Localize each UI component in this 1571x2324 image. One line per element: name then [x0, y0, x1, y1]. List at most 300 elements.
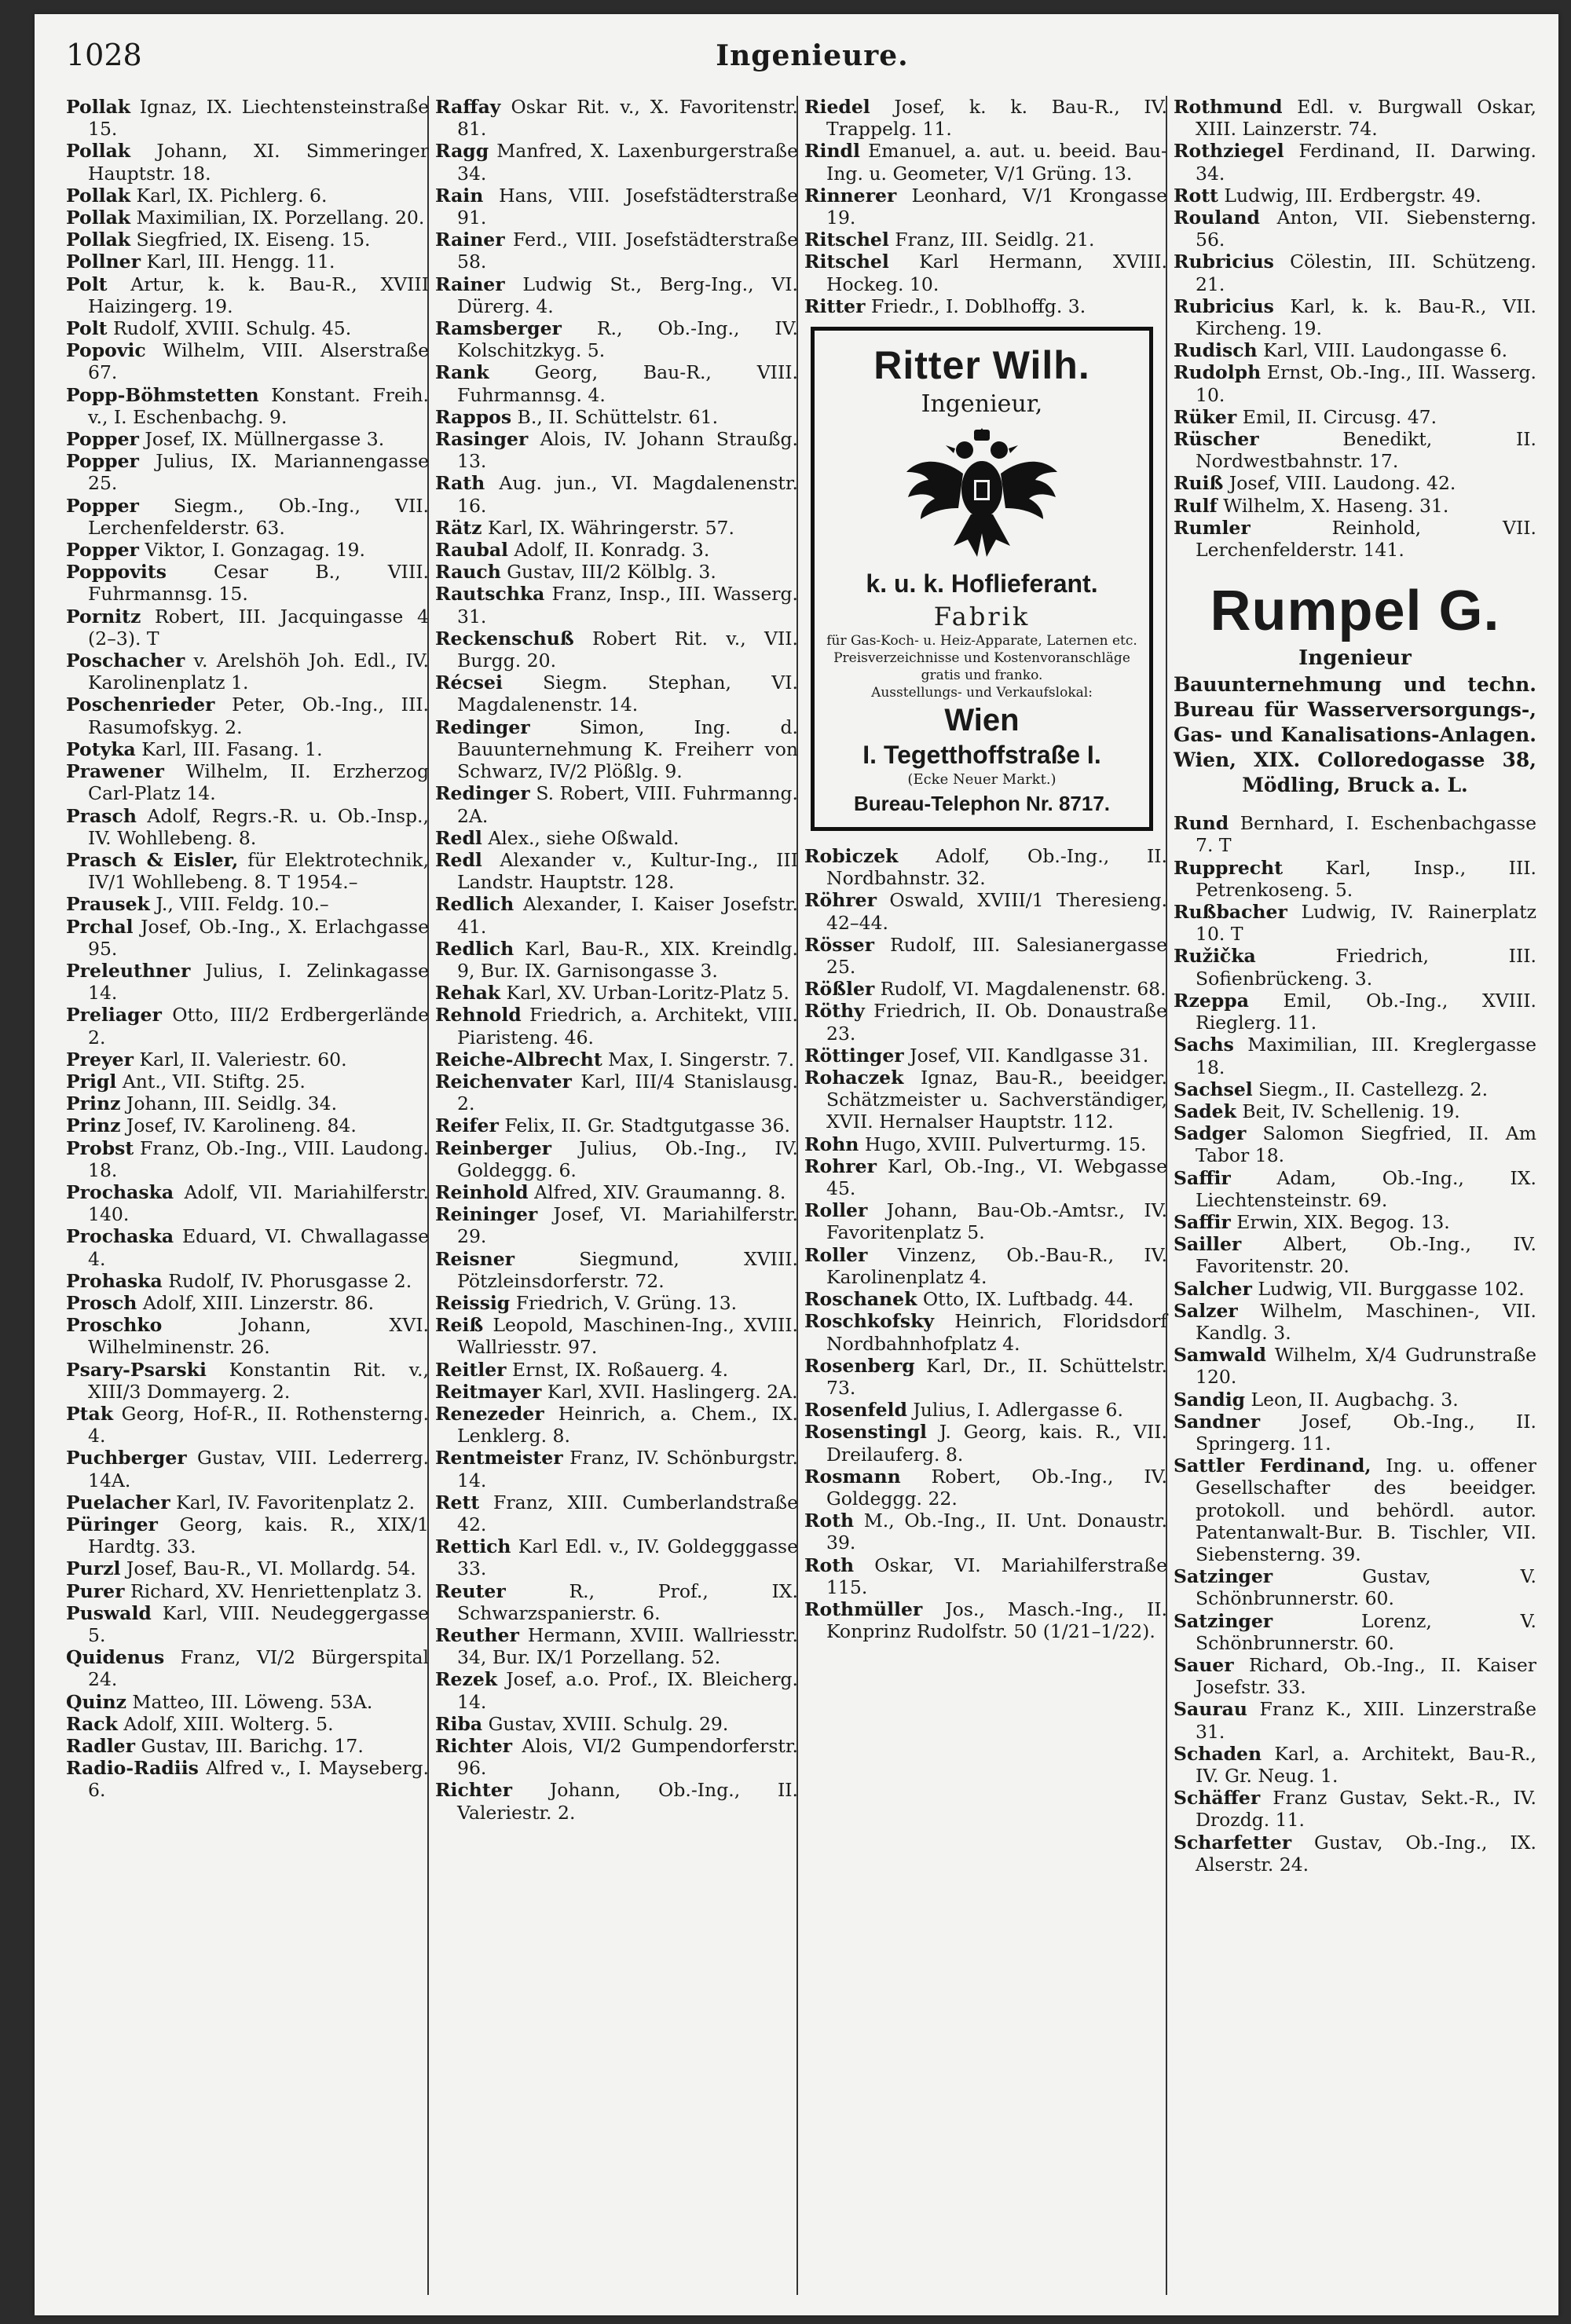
entry-details: Manfred, X. Laxenburgerstraße 34. — [457, 140, 798, 185]
directory-entry — [1174, 1411, 1536, 1455]
entry-name: Rank — [435, 361, 489, 384]
entry-name: Rußbacher — [1174, 901, 1287, 924]
entry-details: Adolf, Regrs.-R. u. Ob.-Insp., IV. Wohllebeng. 8. — [88, 804, 429, 849]
directory-entry — [66, 317, 429, 339]
entry-name: Rüscher — [1174, 428, 1259, 451]
directory-entry — [1174, 1455, 1536, 1565]
entry-details: Josef, a.o. Prof., IX. Bleicherg. 14. — [457, 1668, 798, 1713]
entry-details: Rudolf, III. Salesianergasse 25. — [826, 933, 1167, 979]
entry-details: Albert, Ob.-Ing., IV. Favoritenstr. 20. — [1196, 1233, 1536, 1278]
entry-name: Reckenschuß — [435, 627, 574, 650]
entry-name: Sachs — [1174, 1034, 1234, 1056]
entry-details: Karl, Dr., II. Schüttelstr. 73. — [826, 1354, 1167, 1399]
ad-city: Wien — [944, 703, 1020, 738]
directory-entry — [1174, 990, 1536, 1034]
entry-name: Röttinger — [804, 1044, 904, 1067]
entry-name: Rautschka — [435, 583, 545, 606]
entry-name: Polt — [66, 317, 108, 340]
directory-entry — [435, 583, 798, 627]
entry-name: Reinberger — [435, 1136, 552, 1159]
ad-warrant: k. u. k. Hoflieferant. — [866, 569, 1098, 598]
directory-entry — [66, 606, 429, 650]
entry-name: Rehak — [435, 982, 501, 1005]
ritter-advertisement — [811, 327, 1153, 831]
directory-entry — [804, 1133, 1167, 1155]
entry-details: Georg, Hof-R., II. Rothensterng. 4. — [88, 1402, 429, 1447]
directory-entry — [1174, 1832, 1536, 1876]
entry-name: Reuter — [435, 1579, 506, 1602]
entry-name: Reiß — [435, 1314, 484, 1337]
entry-details: Johann, Bau-Ob.-Amtsr., IV. Favoritenplatz 5. — [826, 1199, 1167, 1244]
directory-entry — [1174, 1565, 1536, 1609]
directory-entry — [66, 1580, 429, 1602]
entry-details: Robert Rit. v., VII. Burgg. 20. — [457, 627, 798, 672]
entry-name: Rubricius — [1174, 251, 1274, 273]
ad-company-name: Rumpel G. — [1210, 580, 1500, 643]
directory-entry — [66, 273, 429, 317]
entry-details: Wilhelm, VIII. Alserstraße 67. — [88, 339, 429, 384]
entry-name: Saffir — [1174, 1210, 1231, 1233]
entry-name: Roth — [804, 1510, 855, 1532]
entry-details: Benedikt, II. Nordwestbahnstr. 17. — [1196, 428, 1536, 473]
directory-entry — [1174, 1654, 1536, 1698]
entry-name: Ptak — [66, 1402, 114, 1425]
directory-entry — [435, 561, 798, 583]
entry-name: Roschanek — [804, 1288, 917, 1311]
entry-details: Wilhelm, II. Erzherzog Carl-Platz 14. — [88, 760, 429, 805]
directory-entry — [66, 738, 429, 760]
entry-name: Rohn — [804, 1133, 859, 1155]
column-3-entries-top — [804, 96, 1167, 317]
entry-name: Proschko — [66, 1314, 163, 1337]
directory-entry — [804, 1399, 1167, 1421]
directory-entry — [66, 1071, 429, 1092]
entry-name: Popper — [66, 539, 139, 562]
entry-details: Adolf, Ob.-Ing., II. Nordbahnstr. 32. — [826, 845, 1167, 890]
entry-details: v. Arelshöh Joh. Edl., IV. Karolinenplatz 1. — [88, 650, 429, 694]
entry-details: Hugo, XVIII. Pulverturmg. 15. — [859, 1133, 1147, 1155]
entry-details: Alois, IV. Johann Straußg. 13. — [457, 428, 798, 473]
entry-details: R., Prof., IX. Schwarzspanierstr. 6. — [457, 1579, 798, 1624]
entry-name: Preyer — [66, 1048, 134, 1071]
directory-entry — [435, 1535, 798, 1579]
directory-entry — [1174, 495, 1536, 517]
entry-name: Redl — [435, 848, 482, 871]
entry-details: Friedrich, a. Architekt, VIII. Piaristeng. 46. — [457, 1004, 798, 1049]
entry-details: Alfred v., I. Mayseberg. 6. — [88, 1757, 429, 1802]
directory-entry — [435, 1049, 798, 1071]
entry-details: Gustav, V. Schönbrunnerstr. 60. — [1196, 1565, 1536, 1610]
entry-name: Prohaska — [66, 1269, 163, 1292]
directory-entry — [804, 845, 1167, 889]
column-4 — [1174, 96, 1536, 1876]
entry-name: Sachsel — [1174, 1078, 1253, 1100]
entry-details: Ernst, IX. Roßauerg. 4. — [506, 1358, 729, 1381]
directory-entry — [1174, 428, 1536, 472]
entry-details: Josef, Ob.-Ing., II. Springerg. 11. — [1196, 1410, 1536, 1455]
entry-details: Anton, VII. Siebensterng. 56. — [1196, 207, 1536, 251]
entry-name: Rößler — [804, 978, 875, 1001]
entry-name: Preliager — [66, 1004, 162, 1027]
directory-entry — [66, 694, 429, 737]
entry-name: Psary-Psarski — [66, 1358, 207, 1381]
directory-entry — [435, 1292, 798, 1314]
entry-name: Rappos — [435, 405, 512, 428]
entry-details: Josef, VIII. Laudong. 42. — [1223, 472, 1456, 495]
entry-name: Roschkofsky — [804, 1310, 935, 1333]
entry-details: R., Ob.-Ing., IV. Kolschitzkyg. 5. — [457, 317, 798, 362]
entry-name: Reisner — [435, 1247, 515, 1270]
entry-details: Hermann, XVIII. Wallriesstr. 34, Bur. IX/1 Porzellang. 52. — [457, 1624, 798, 1669]
column-3 — [804, 96, 1167, 1642]
directory-entry — [1174, 901, 1536, 945]
directory-entry — [804, 229, 1167, 251]
entry-details: Franz, Insp., III. Wasserg. 31. — [457, 583, 798, 628]
entry-name: Reissig — [435, 1291, 511, 1314]
entry-details: Franz Gustav, Sekt.-R., IV. Drozdg. 11. — [1196, 1787, 1536, 1832]
directory-entry — [435, 185, 798, 229]
entry-details: Josef, Bau-R., VI. Mollardg. 54. — [120, 1557, 416, 1580]
directory-entry — [66, 450, 429, 494]
entry-details: Julius, IX. Mariannengasse 25. — [88, 450, 429, 495]
directory-entry — [1174, 96, 1536, 140]
entry-name: Prasch — [66, 804, 137, 827]
directory-entry — [435, 1779, 798, 1823]
directory-entry — [435, 1713, 798, 1735]
directory-entry — [804, 185, 1167, 229]
entry-details: Bernhard, I. Eschenbachgasse 7. T — [1196, 812, 1536, 857]
directory-entry — [1174, 812, 1536, 856]
entry-details: Gustav, VIII. Lederrerg. 14A. — [88, 1447, 429, 1491]
directory-entry — [435, 1580, 798, 1624]
entry-name: Prawener — [66, 760, 164, 783]
entry-name: Poschenrieder — [66, 694, 215, 716]
directory-entry — [804, 1045, 1167, 1067]
directory-entry — [804, 934, 1167, 978]
directory-entry — [1174, 1078, 1536, 1100]
directory-entry — [66, 1713, 429, 1735]
entry-details: Oskar, VI. Mariahilferstraße 115. — [826, 1554, 1167, 1598]
entry-details: Julius, I. Adlergasse 6. — [906, 1399, 1123, 1422]
entry-details: Siegm., II. Castellezg. 2. — [1252, 1078, 1489, 1100]
entry-details: Karl, XVII. Haslingerg. 2A. — [541, 1380, 798, 1403]
entry-details: Franz K., XIII. Linzerstraße 31. — [1196, 1698, 1536, 1743]
entry-details: Franz, IV. Schönburgstr. 14. — [457, 1447, 798, 1491]
entry-details: Reinhold, VII. Lerchenfelderstr. 141. — [1196, 516, 1536, 562]
entry-details: Gustav, Ob.-Ing., IX. Alserstr. 24. — [1196, 1831, 1536, 1876]
directory-entry — [1174, 185, 1536, 207]
entry-name: Rätz — [435, 516, 482, 539]
entry-details: Vinzenz, Ob.-Bau-R., IV. Karolinenplatz 4. — [826, 1243, 1167, 1288]
entry-name: Püringer — [66, 1513, 158, 1535]
entry-name: Sailler — [1174, 1233, 1242, 1256]
entry-details: Ludwig St., Berg-Ing., VI. Dürerg. 4. — [457, 273, 798, 317]
entry-details: Emil, II. Circusg. 47. — [1236, 405, 1437, 428]
entry-details: Leopold, Maschinen-Ing., XVIII. Wallriesstr. 97. — [457, 1314, 798, 1359]
directory-entry — [66, 1447, 429, 1491]
directory-entry — [1174, 1100, 1536, 1122]
entry-details: Wilhelm, Maschinen-, VII. Kandlg. 3. — [1196, 1299, 1536, 1344]
entry-details: Josef, IV. Karolineng. 84. — [120, 1114, 357, 1137]
entry-name: Richter — [435, 1779, 513, 1802]
entry-details: Karl, Bau-R., XIX. Kreindlg. 9, Bur. IX. Garnisongasse 3. — [457, 937, 798, 982]
entry-details: Cesar B., VIII. Fuhrmannsg. 15. — [88, 561, 429, 606]
entry-details: M., Ob.-Ing., II. Unt. Donaustr. 39. — [826, 1510, 1167, 1554]
entry-name: Prochaska — [66, 1180, 174, 1203]
entry-name: Reitler — [435, 1358, 507, 1381]
entry-name: Reichenvater — [435, 1070, 572, 1092]
entry-details: Johann, XI. Simmeringer Hauptstr. 18. — [88, 140, 429, 185]
entry-details: Adolf, XIII. Linzerstr. 86. — [137, 1291, 375, 1314]
entry-details: Emil, Ob.-Ing., XVIII. Rieglerg. 11. — [1196, 989, 1536, 1034]
directory-entry — [435, 628, 798, 672]
entry-name: Rettich — [435, 1535, 511, 1558]
entry-name: Redlich — [435, 893, 515, 916]
directory-entry — [66, 1491, 429, 1513]
entry-name: Rudolph — [1174, 361, 1262, 384]
entry-name: Rohaczek — [804, 1067, 904, 1089]
directory-entry — [1174, 472, 1536, 494]
entry-name: Purer — [66, 1579, 125, 1602]
entry-name: Popp-Böhmstetten — [66, 383, 259, 406]
entry-details: Jos., Masch.-Ing., II. Konprinz Rudolfstr. 50 (1/21–1/22). — [826, 1598, 1167, 1643]
entry-details: Franz, XIII. Cumberlandstraße 42. — [457, 1491, 798, 1535]
directory-entry — [66, 960, 429, 1004]
directory-entry — [66, 1314, 429, 1358]
entry-details: S. Robert, VIII. Fuhrmanng. 2A. — [457, 782, 798, 827]
directory-entry — [1174, 140, 1536, 184]
entry-details: Ludwig, IV. Rainerplatz 10. T — [1196, 901, 1536, 946]
entry-details: Franz, VI/2 Bürgerspital 24. — [88, 1646, 429, 1691]
entry-name: Ramsberger — [435, 317, 562, 340]
directory-entry — [435, 517, 798, 539]
entry-details: Lorenz, V. Schönbrunnerstr. 60. — [1196, 1609, 1536, 1654]
entry-name: Rentmeister — [435, 1447, 563, 1469]
directory-entry — [435, 317, 798, 361]
directory-entry — [435, 672, 798, 715]
directory-entry — [804, 1199, 1167, 1243]
directory-entry — [1174, 295, 1536, 339]
directory-entry — [435, 1381, 798, 1403]
entry-details: Johann, Ob.-Ing., II. Valeriestr. 2. — [457, 1779, 798, 1824]
ad-company-name: Ritter Wilh. — [873, 343, 1090, 388]
entry-details: Wilhelm, X/4 Gudrunstraße 120. — [1196, 1344, 1536, 1389]
directory-entry — [435, 1403, 798, 1447]
entry-details: Karl, IV. Favoritenplatz 2. — [170, 1491, 416, 1513]
directory-entry — [435, 1203, 798, 1247]
entry-details: Felix, II. Gr. Stadtgutgasse 36. — [498, 1114, 790, 1137]
entry-name: Rott — [1174, 184, 1218, 207]
entry-name: Popper — [66, 428, 139, 451]
directory-entry — [66, 251, 429, 273]
column-2 — [435, 96, 798, 1824]
directory-entry — [66, 893, 429, 915]
entry-details: Josef, k. k. Bau-R., IV. Trappelg. 11. — [826, 96, 1167, 141]
entry-details: Beit, IV. Schellenig. 19. — [1236, 1100, 1460, 1122]
entry-name: Rezek — [435, 1668, 498, 1691]
entry-name: Riba — [435, 1712, 483, 1735]
directory-entry — [66, 916, 429, 960]
entry-name: Rohrer — [804, 1155, 877, 1177]
directory-entry — [66, 1225, 429, 1269]
directory-entry — [66, 96, 429, 140]
directory-entry — [804, 978, 1167, 1000]
entry-name: Redinger — [435, 782, 530, 805]
directory-entry — [435, 893, 798, 937]
directory-entry — [66, 1270, 429, 1292]
entry-name: Röhrer — [804, 889, 877, 912]
entry-details: Salomon Siegfried, II. Am Tabor 18. — [1196, 1122, 1536, 1167]
entry-name: Pornitz — [66, 605, 141, 628]
entry-details: Richard, Ob.-Ing., II. Kaiser Josefstr. 33. — [1196, 1653, 1536, 1699]
directory-entry — [435, 849, 798, 893]
entry-details: Maximilian, IX. Porzellang. 20. — [130, 207, 425, 229]
entry-name: Rupprecht — [1174, 856, 1284, 879]
entry-details: Ferdinand, II. Darwing. 34. — [1196, 140, 1536, 185]
directory-entry — [804, 1288, 1167, 1310]
entry-name: Ritschel — [804, 229, 889, 251]
directory-entry — [804, 295, 1167, 317]
entry-name: Roth — [804, 1554, 855, 1576]
entry-details: Emanuel, a. aut. u. beeid. Bau-Ing. u. Geometer, V/1 Grüng. 13. — [826, 140, 1167, 185]
directory-entry — [804, 140, 1167, 184]
entry-details: Richard, XV. Henriettenplatz 3. — [124, 1579, 423, 1602]
entry-details: Ignaz, IX. Liechtensteinstraße 15. — [88, 96, 429, 141]
entry-details: Gustav, III. Barichg. 17. — [135, 1735, 364, 1758]
entry-details: Otto, III/2 Erdbergerlände 2. — [88, 1004, 429, 1049]
entry-details: Adolf, II. Konradg. 3. — [507, 539, 710, 562]
directory-entry — [66, 339, 429, 383]
entry-details: Alexander v., Kultur-Ing., III Landstr. Hauptstr. 128. — [457, 848, 798, 894]
directory-entry — [1174, 945, 1536, 989]
directory-entry — [66, 760, 429, 804]
entry-name: Pollner — [66, 251, 141, 273]
directory-entry — [804, 1421, 1167, 1465]
directory-entry — [435, 716, 798, 783]
directory-entry — [1174, 1122, 1536, 1166]
entry-details: Siegmund, XVIII. Pötzleinsdorferstr. 72. — [457, 1247, 798, 1292]
entry-details: Adam, Ob.-Ing., IX. Liechtensteinstr. 69. — [1196, 1166, 1536, 1211]
entry-details: Ferd., VIII. Josefstädterstraße 58. — [457, 229, 798, 273]
entry-name: Redl — [435, 826, 482, 849]
entry-details: Leonhard, V/1 Krongasse 19. — [826, 184, 1167, 229]
directory-entry — [435, 1071, 798, 1114]
entry-name: Prinz — [66, 1092, 121, 1115]
ad-phone: Bureau-Telephon Nr. 8717. — [853, 792, 1111, 816]
directory-entry — [66, 650, 429, 694]
directory-entry — [66, 229, 429, 251]
entry-details: Artur, k. k. Bau-R., XVIII Haizingerg. 19. — [88, 273, 429, 317]
entry-details: Matteo, III. Löweng. 53A. — [126, 1690, 373, 1713]
entry-name: Renezeder — [435, 1402, 544, 1425]
entry-name: Rinnerer — [804, 184, 897, 207]
entry-name: Roller — [804, 1199, 868, 1222]
entry-name: Saffir — [1174, 1166, 1231, 1189]
entry-details: Edl. v. Burgwall Oskar, XIII. Lainzerstr. 74. — [1196, 96, 1536, 141]
entry-details: Karl, XV. Urban-Loritz-Platz 5. — [500, 982, 789, 1005]
entry-name: Purzl — [66, 1557, 121, 1580]
entry-details: Georg, Bau-R., VIII. Fuhrmannsg. 4. — [457, 361, 798, 406]
entry-details: Rudolf, VI. Magdalenenstr. 68. — [874, 978, 1166, 1001]
entry-name: Salzer — [1174, 1299, 1238, 1322]
directory-entry — [435, 1181, 798, 1203]
directory-entry — [1174, 1034, 1536, 1078]
directory-entry — [435, 782, 798, 826]
entry-details: Peter, Ob.-Ing., III. Rasumofskyg. 2. — [88, 694, 429, 738]
entry-details: Alexander, I. Kaiser Josefstr. 41. — [457, 893, 798, 938]
entry-details: Alfred, XIV. Graumanng. 8. — [528, 1180, 786, 1203]
entry-name: Rumler — [1174, 516, 1251, 539]
directory-entry — [435, 1624, 798, 1668]
directory-entry — [66, 1735, 429, 1757]
entry-details: Leon, II. Augbachg. 3. — [1245, 1388, 1459, 1411]
entry-name: Rett — [435, 1491, 480, 1513]
entry-name: Prausek — [66, 893, 150, 916]
directory-entry — [66, 185, 429, 207]
entry-name: Puelacher — [66, 1491, 170, 1513]
entry-name: Satzinger — [1174, 1565, 1273, 1588]
entry-name: Potyka — [66, 737, 136, 760]
entry-name: Pollak — [66, 207, 131, 229]
entry-name: Rosenstingl — [804, 1421, 927, 1444]
entry-details: Karl, IX. Währingerstr. 57. — [482, 516, 734, 539]
entry-details: Siegm., Ob.-Ing., VII. Lerchenfelderstr. 63. — [88, 494, 429, 539]
directory-entry — [804, 1310, 1167, 1354]
entry-name: Reifer — [435, 1114, 499, 1137]
entry-name: Puchberger — [66, 1447, 187, 1469]
entry-name: Sauer — [1174, 1653, 1234, 1676]
ad-prices: Preisverzeichnisse und Kostenvoranschläge gratis und franko. — [833, 650, 1130, 684]
directory-entry — [435, 1735, 798, 1779]
entry-name: Sattler Ferdinand, — [1174, 1455, 1371, 1477]
entry-details: Robert, III. Jacquingasse 4 (2–3). T — [88, 605, 429, 650]
entry-details: Siegfried, IX. Eiseng. 15. — [130, 229, 371, 251]
column-4-entries-top — [1174, 96, 1536, 561]
ad-street: I. Tegetthoffstraße I. — [862, 741, 1101, 770]
entry-name: Rainer — [435, 273, 505, 295]
entry-details: Adolf, XIII. Wolterg. 5. — [117, 1712, 334, 1735]
entry-name: Sadek — [1174, 1100, 1236, 1122]
directory-entry — [66, 1602, 429, 1646]
directory-entry — [804, 1355, 1167, 1399]
directory-entry — [1174, 1787, 1536, 1831]
entry-details: Maximilian, III. Kreglergasse 18. — [1196, 1034, 1536, 1078]
directory-entry — [1174, 1300, 1536, 1344]
directory-entry — [435, 1668, 798, 1712]
entry-details: Konstant. Freih. v., I. Eschenbachg. 9. — [88, 383, 429, 428]
entry-details: Hans, VIII. Josefstädterstraße 91. — [457, 184, 798, 229]
entry-details: Karl, II. Valeriestr. 60. — [134, 1048, 347, 1071]
entry-details: Aug. jun., VI. Magdalenenstr. 16. — [457, 472, 798, 517]
directory-entry — [804, 889, 1167, 933]
entry-name: Schäffer — [1174, 1787, 1261, 1810]
directory-entry — [435, 472, 798, 516]
entry-details: Karl, III/4 Stanislausg. 2. — [457, 1070, 798, 1115]
directory-entry — [804, 1067, 1167, 1133]
entry-name: Raffay — [435, 96, 501, 118]
directory-entry — [804, 1598, 1167, 1642]
entry-details: Friedrich, III. Sofienbrückeng. 3. — [1196, 945, 1536, 990]
entry-name: Sandner — [1174, 1410, 1261, 1433]
directory-entry — [66, 207, 429, 229]
ad-products: für Gas-Koch- u. Heiz-Apparate, Laternen etc. — [826, 633, 1137, 650]
directory-entry — [66, 1049, 429, 1071]
directory-entry — [1174, 1167, 1536, 1211]
entry-name: Reinhold — [435, 1180, 529, 1203]
directory-entry — [1174, 1610, 1536, 1654]
entry-name: Ritschel — [804, 251, 889, 273]
entry-details: J., VIII. Feldg. 10.– — [149, 893, 329, 916]
